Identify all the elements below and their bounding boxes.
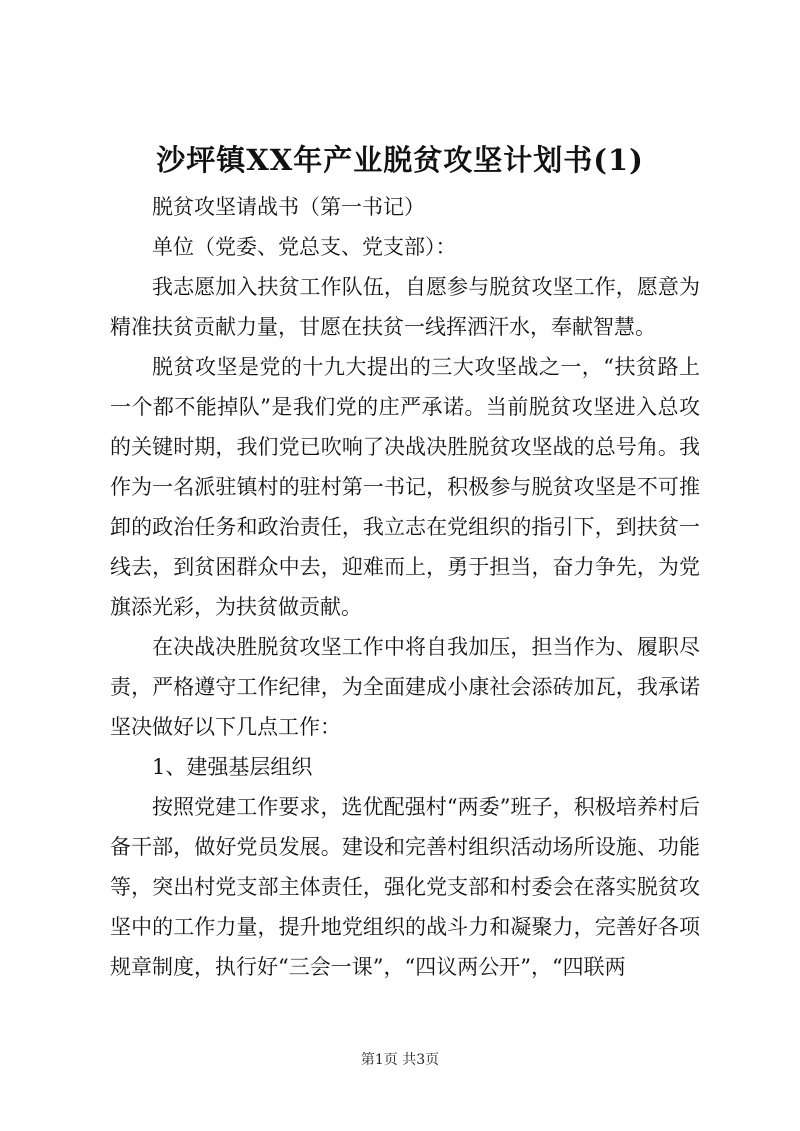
document-body	[110, 187, 700, 987]
section-heading: 1、建强基层组织	[152, 755, 313, 779]
paragraph-salutation: 单位（党委、党总支、党支部）：	[152, 235, 457, 259]
paragraph-pledge: 我志愿加入扶贫工作队伍，自愿参与脱贫攻坚工作，愿意为精准扶贫贡献力量，甘愿在扶贫一线挥洒汗水，奉献智慧。	[110, 275, 700, 339]
document-title: 沙坪镇XX年产业脱贫攻坚计划书(1)	[156, 143, 644, 177]
paragraph-commitment: 在决战决胜脱贫攻坚工作中将自我加压，担当作为、履职尽责，严格遵守工作纪律，为全面建成小康社会添砖加瓦，我承诺坚决做好以下几点工作：	[110, 635, 700, 739]
paragraph-subtitle: 脱贫攻坚请战书（第一书记）	[152, 195, 425, 219]
paragraph-section-content: 按照党建工作要求，选优配强村“两委”班子，积极培养村后备干部，做好党员发展。建设和完善村组织活动场所设施、功能等，突出村党支部主体责任，强化党支部和村委会在落实脱贫攻坚中的工作力量，提升地党组织的战斗力和凝聚力，完善好各项规章制度，执行好“三会一课”，“四议两公开”，“四联两	[110, 795, 700, 979]
paragraph-background: 脱贫攻坚是党的十九大提出的三大攻坚战之一，“扶贫路上一个都不能掉队”是我们党的庄严承诺。当前脱贫攻坚进入总攻的关键时期，我们党已吹响了决战决胜脱贫攻坚战的总号角。我作为一名派驻镇村的驻村第一书记，积极参与脱贫攻坚是不可推卸的政治任务和政治责任，我立志在党组织的指引下，到扶贫一线去，到贫困群众中去，迎难而上，勇于担当，奋力争先，为党旗添光彩，为扶贫做贡献。	[110, 355, 700, 619]
page-footer: 第1页 共3页	[360, 1052, 440, 1068]
